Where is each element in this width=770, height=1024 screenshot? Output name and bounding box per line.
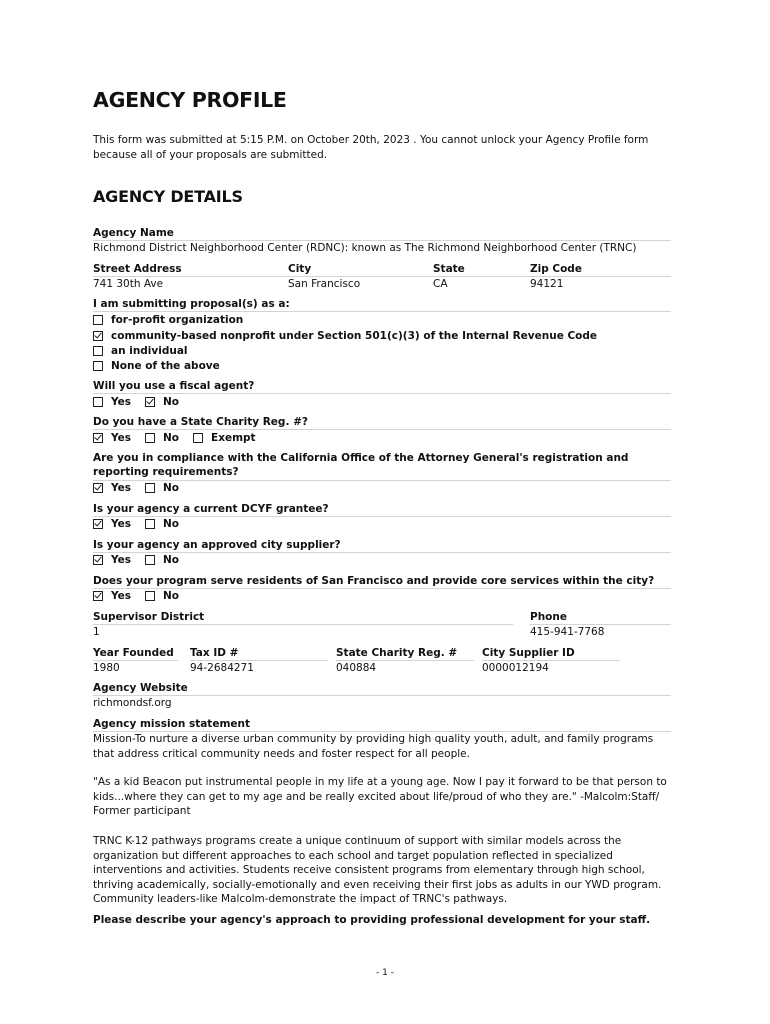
checkbox-unchecked-icon[interactable] <box>93 315 103 325</box>
compliance-options <box>93 481 193 495</box>
zip-value: 94121 <box>530 278 564 290</box>
divider <box>93 429 671 430</box>
section-title: AGENCY DETAILS <box>93 187 243 206</box>
sf-residents-options <box>93 589 193 603</box>
state-label: State <box>433 263 465 275</box>
mission-quote: "As a kid Beacon put instrumental people in my life at a young age. Now I pay it forward to be that person to kids...where they can get to my age and be really excited about life/proud of who they are." -Malcolm:Staff/ Former participant <box>93 776 667 818</box>
option-label: Exempt <box>211 432 256 444</box>
option-no[interactable] <box>145 481 179 495</box>
checkbox-checked-icon[interactable] <box>93 555 103 565</box>
year-founded-value: 1980 <box>93 662 120 674</box>
option-yes[interactable] <box>93 431 131 445</box>
option-label: No <box>163 518 180 530</box>
agency-name-value: Richmond District Neighborhood Center (RDNC): known as The Richmond Neighborhood Center (TRNC) <box>93 242 637 254</box>
option-label: Yes <box>111 554 132 566</box>
submission-notice: This form was submitted at 5:15 P.M. on October 20th, 2023 . You cannot unlock your Agency Profile form because all of your proposals are submitted. <box>93 134 649 161</box>
option-no[interactable] <box>145 395 179 409</box>
option-no[interactable] <box>145 589 179 603</box>
tax-id-value: 94-2684271 <box>190 662 254 674</box>
fiscal-agent-question: Will you use a fiscal agent? <box>93 380 255 392</box>
street-value: 741 30th Ave <box>93 278 164 290</box>
option-no[interactable] <box>145 431 179 445</box>
supervisor-value: 1 <box>93 626 100 638</box>
divider <box>93 624 513 625</box>
option-exempt[interactable] <box>193 431 256 445</box>
option-label: No <box>163 396 180 408</box>
checkbox-unchecked-icon[interactable] <box>145 591 155 601</box>
website-label: Agency Website <box>93 682 188 694</box>
city-supplier-id-value: 0000012194 <box>482 662 549 674</box>
charity-reg-value: 040884 <box>336 662 377 674</box>
option-none[interactable] <box>93 359 220 373</box>
option-yes[interactable] <box>93 517 131 531</box>
option-label: No <box>163 432 180 444</box>
option-label: No <box>163 554 180 566</box>
charity-reg-label: State Charity Reg. # <box>336 647 458 659</box>
checkbox-unchecked-icon[interactable] <box>193 433 203 443</box>
option-label: No <box>163 590 180 602</box>
city-value: San Francisco <box>288 278 361 290</box>
option-yes[interactable] <box>93 395 131 409</box>
zip-label: Zip Code <box>530 263 582 275</box>
checkbox-unchecked-icon[interactable] <box>145 519 155 529</box>
checkbox-unchecked-icon[interactable] <box>145 433 155 443</box>
state-value: CA <box>433 278 448 290</box>
checkbox-unchecked-icon[interactable] <box>93 346 103 356</box>
city-supplier-options <box>93 553 193 567</box>
divider <box>93 695 671 696</box>
mission-label: Agency mission statement <box>93 718 250 730</box>
option-label: Yes <box>111 590 132 602</box>
option-label: No <box>163 482 180 494</box>
professional-development-question: Please describe your agency's approach to providing professional development for your staff. <box>93 914 651 926</box>
option-label: Yes <box>111 482 132 494</box>
dcyf-question: Is your agency a current DCYF grantee? <box>93 503 329 515</box>
option-label: Yes <box>111 396 132 408</box>
dcyf-options <box>93 517 193 531</box>
charity-reg-question: Do you have a State Charity Reg. #? <box>93 416 308 428</box>
option-yes[interactable] <box>93 481 131 495</box>
checkbox-unchecked-icon[interactable] <box>145 483 155 493</box>
agency-name-label: Agency Name <box>93 227 174 239</box>
page-number: - 1 - <box>376 968 394 978</box>
option-label: for-profit organization <box>111 314 244 326</box>
divider <box>93 393 671 394</box>
divider <box>93 276 671 277</box>
checkbox-unchecked-icon[interactable] <box>145 555 155 565</box>
mission-paragraph: Mission-To nurture a diverse urban community by providing high quality youth, adult, and family programs that address critical community needs and foster respect for all people. <box>93 733 654 760</box>
checkbox-checked-icon[interactable] <box>145 397 155 407</box>
charity-reg-options <box>93 431 270 445</box>
website-value: richmondsf.org <box>93 697 172 709</box>
year-founded-label: Year Founded <box>93 647 174 659</box>
city-label: City <box>288 263 312 275</box>
checkbox-unchecked-icon[interactable] <box>93 397 103 407</box>
street-label: Street Address <box>93 263 182 275</box>
option-label: Yes <box>111 518 132 530</box>
option-label: None of the above <box>111 360 220 372</box>
option-individual[interactable] <box>93 344 188 358</box>
phone-value: 415-941-7768 <box>530 626 605 638</box>
option-label: community-based nonprofit under Section 501(c)(3) of the Internal Revenue Code <box>111 330 598 342</box>
option-yes[interactable] <box>93 589 131 603</box>
phone-label: Phone <box>530 611 567 623</box>
option-nonprofit[interactable] <box>93 329 597 343</box>
submitting-as-label: I am submitting proposal(s) as a: <box>93 298 290 310</box>
option-no[interactable] <box>145 553 179 567</box>
option-no[interactable] <box>145 517 179 531</box>
fiscal-agent-options <box>93 395 193 409</box>
checkbox-unchecked-icon[interactable] <box>93 361 103 371</box>
checkbox-checked-icon[interactable] <box>93 433 103 443</box>
checkbox-checked-icon[interactable] <box>93 483 103 493</box>
city-supplier-question: Is your agency an approved city supplier? <box>93 539 341 551</box>
checkbox-checked-icon[interactable] <box>93 519 103 529</box>
supervisor-label: Supervisor District <box>93 611 205 623</box>
option-label: an individual <box>111 345 188 357</box>
option-yes[interactable] <box>93 553 131 567</box>
divider <box>93 311 671 312</box>
city-supplier-id-label: City Supplier ID <box>482 647 575 659</box>
option-for-profit[interactable] <box>93 313 243 327</box>
option-label: Yes <box>111 432 132 444</box>
checkbox-checked-icon[interactable] <box>93 591 103 601</box>
page-title: AGENCY PROFILE <box>93 88 287 112</box>
checkbox-checked-icon[interactable] <box>93 331 103 341</box>
mission-pathways: TRNC K-12 pathways programs create a unique continuum of support with similar models across the organization but different approaches to each school and target population reflected in specialized interventions and activities. Students receive consistent programs from elementary through high school, thriving academically, socially-emotionally and even receiving their first jobs as adults in our YWD program. Community leaders-like Malcolm-demonstrate the impact of TRNC's pathways. <box>93 835 662 906</box>
tax-id-label: Tax ID # <box>190 647 239 659</box>
compliance-question: Are you in compliance with the California Office of the Attorney General's registration and reporting requirements? <box>93 452 629 478</box>
sf-residents-question: Does your program serve residents of San Francisco and provide core services within the city? <box>93 575 655 587</box>
